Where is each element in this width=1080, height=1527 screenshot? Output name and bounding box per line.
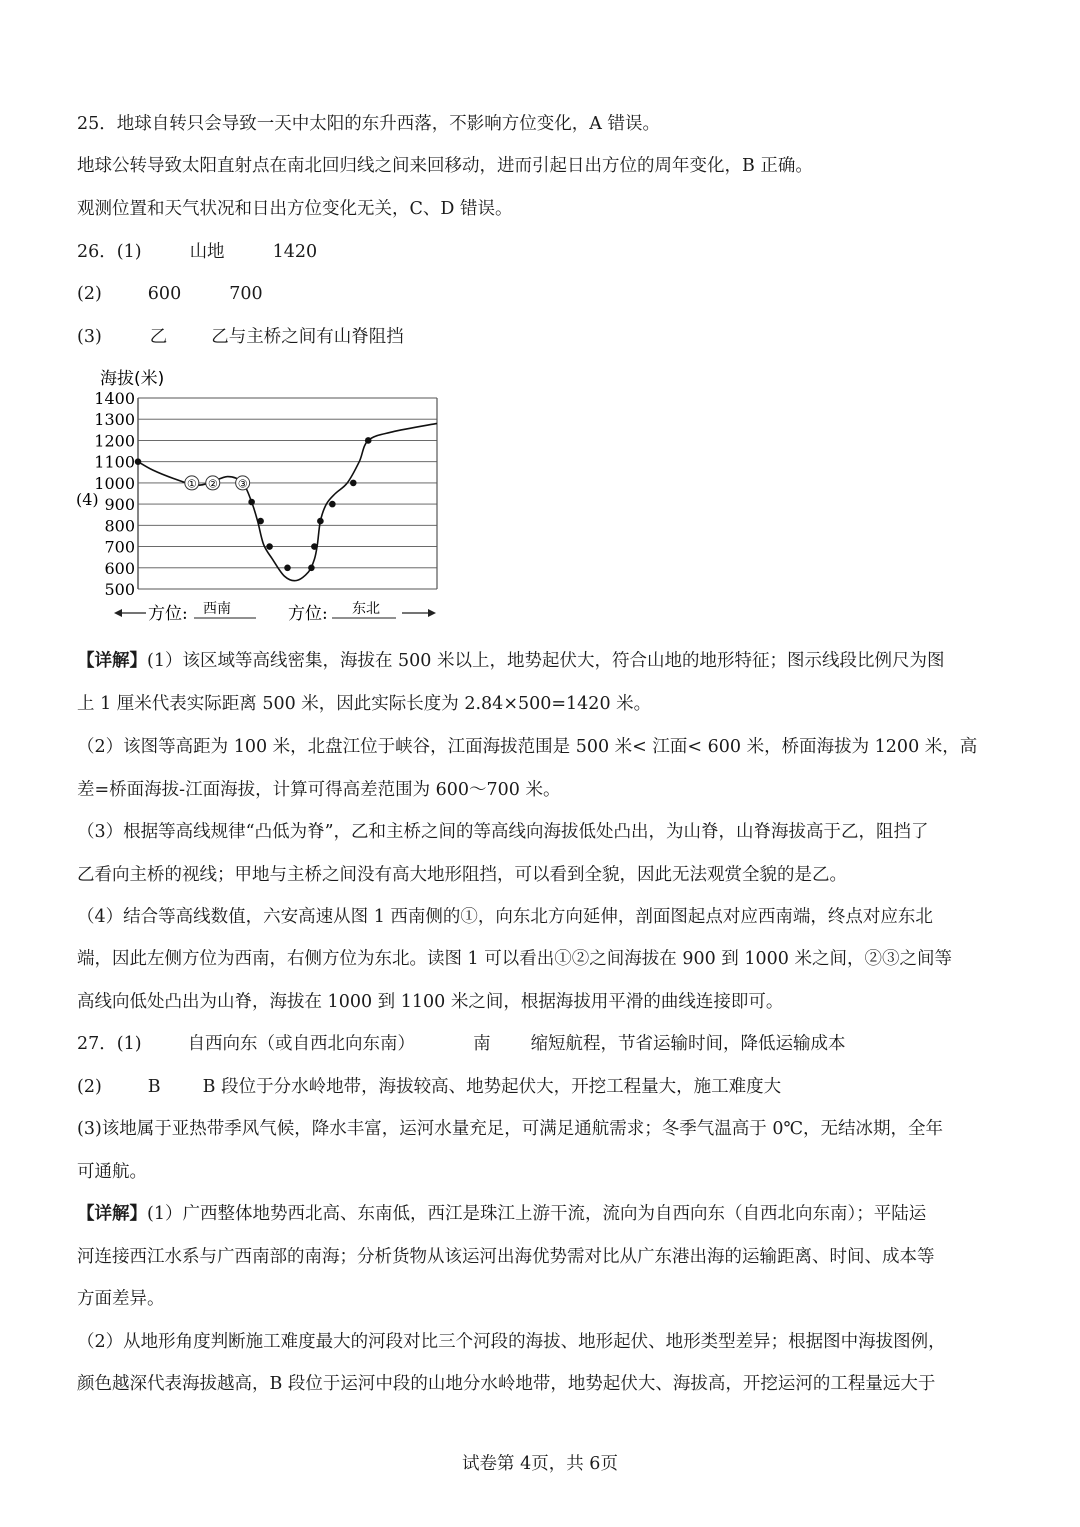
- detail-tag: 【详解】: [77, 1204, 147, 1224]
- y-tick-label: 1400: [94, 389, 135, 408]
- profile-point: [317, 518, 324, 525]
- x-right-value: 东北: [352, 601, 380, 617]
- page-footer: 试卷第 4页，共 6页: [462, 1454, 618, 1474]
- x-right-label: 方位:: [288, 604, 328, 624]
- q27-detail-2a: （2）从地形角度判断施工难度最大的河段对比三个河段的海拔、地形起伏、地形类型差异；根据图中海拔图例，: [77, 1332, 946, 1352]
- detail-tag: 【详解】: [77, 651, 147, 671]
- q27-answer-2a: B: [147, 1077, 161, 1097]
- q26-detail-2a: （2）该图等高距为 100 米，北盘江位于峡谷，江面海拔范围是 500 米< 江面< 600 米，桥面海拔为 1200 米，高: [77, 737, 978, 757]
- profile-point: [365, 437, 372, 444]
- profile-point: [266, 543, 273, 550]
- q26-answer-1a: 山地: [189, 242, 225, 262]
- q27-answer-3b: 可通航。: [77, 1162, 147, 1182]
- q27-num-2: (2): [77, 1077, 102, 1097]
- profile-curve: [138, 423, 437, 580]
- q27-detail-1b: 河连接西江水系与广西南部的南海；分析货物从该运河出海优势需对比从广东港出海的运输距离、时间、成本等: [77, 1247, 935, 1267]
- q27-detail-1a: [77, 1202, 1007, 1226]
- q27-answer-2b: B 段位于分水岭地带，海拔较高、地势起伏大，开挖工程量大，施工难度大: [202, 1077, 782, 1097]
- profile-point: [329, 501, 336, 508]
- q26-answer-1b: 1420: [272, 242, 318, 262]
- profile-point: [284, 564, 291, 571]
- elevation-profile-svg: [70, 362, 450, 632]
- y-tick-label: 1100: [94, 452, 135, 472]
- q25-line-1: 25．地球自转只会导致一天中太阳的东升西落，不影响方位变化，A 错误。: [77, 114, 660, 134]
- q26-answer-3a: 乙: [149, 327, 168, 347]
- q26-answer-2b: 700: [229, 284, 263, 304]
- q27-answer-2: [77, 1075, 1007, 1099]
- q26-detail-4c: 高线向低处凸出为山脊，海拔在 1000 到 1100 米之间，根据海拔用平滑的曲线连接即可。: [77, 992, 784, 1012]
- chart-part-number: (4): [76, 490, 99, 509]
- q26-detail-4a: （4）结合等高线数值，六安高速从图 1 西南侧的①，向东北方向延伸，剖面图起点对应西南端，终点对应东北: [77, 907, 933, 927]
- profile-point: [135, 458, 142, 465]
- q27-num-1: 27．(1): [77, 1034, 142, 1054]
- y-tick-label: 1200: [94, 431, 135, 451]
- y-tick-label: 1000: [94, 473, 135, 493]
- q26-answer-3b: 乙与主桥之间有山脊阻挡: [211, 327, 404, 347]
- q26-answer-2a: 600: [147, 284, 182, 304]
- x-left-value: 西南: [203, 601, 231, 617]
- profile-point: [311, 543, 318, 550]
- q26-detail-3b: 乙看向主桥的视线；甲地与主桥之间没有高大地形阻挡，可以看到全貌，因此无法观赏全貌的是乙。: [77, 865, 847, 885]
- q26-answer-2: [77, 282, 1007, 306]
- q27-answer-1b: 南: [473, 1034, 491, 1054]
- q27-detail-2b: 颜色越深代表海拔越高，B 段位于运河中段的山地分水岭地带，地势起伏大、海拔高，开挖运河的工程量远大于: [77, 1374, 936, 1394]
- q25-line-2: 地球公转导致太阳直射点在南北回归线之间来回移动，进而引起日出方位的周年变化，B 正确。: [77, 156, 813, 176]
- q26-detail-3a: （3）根据等高线规律“凸低为脊”，乙和主桥之间的等高线向海拔低处凸出，为山脊，山脊海拔高于乙，阻挡了: [77, 822, 929, 842]
- y-tick-label: 500: [104, 580, 135, 599]
- left-arrow-icon: [114, 609, 122, 617]
- profile-point: [350, 480, 357, 487]
- q27-answer-1: [77, 1032, 1007, 1056]
- right-arrow-icon: [428, 609, 436, 617]
- profile-point: [257, 518, 264, 525]
- y-tick-label: 800: [104, 516, 135, 536]
- q27-detail-1a-text: (1）广西整体地势西北高、东南低，西江是珠江上游干流，流向为自西向东（自西北向东南）；平陆运: [147, 1204, 927, 1224]
- profile-point: [308, 564, 315, 571]
- profile-point: [248, 499, 255, 506]
- y-tick-label: 900: [104, 495, 135, 515]
- y-tick-label: 700: [104, 537, 135, 557]
- q26-detail-4b: 端，因此左侧方位为西南，右侧方位为东北。读图 1 可以看出①②之间海拔在 900 到 1000 米之间，②③之间等: [77, 949, 952, 969]
- q27-answer-1c: 缩短航程，节省运输时间，降低运输成本: [530, 1034, 846, 1054]
- q27-answer-3a: (3)该地属于亚热带季风气候，降水丰富，运河水量充足，可满足通航需求；冬季气温高于 0℃，无结冰期，全年: [77, 1119, 944, 1139]
- q26-detail-2b: 差=桥面海拔-江面海拔，计算可得高差范围为 600～700 米。: [77, 780, 561, 800]
- y-tick-label: 600: [104, 558, 135, 578]
- q27-detail-1c: 方面差异。: [77, 1289, 165, 1309]
- q26-answer-3: [77, 325, 1007, 349]
- q26-detail-1a-text: (1）该区域等高线密集，海拔在 500 米以上，地势起伏大，符合山地的地形特征；图示线段比例尺为图: [147, 651, 945, 671]
- y-tick-label: 1300: [94, 410, 135, 430]
- q26-num-1: 26．(1): [77, 242, 142, 262]
- point-marker-label: ①: [186, 477, 197, 491]
- elevation-profile-chart: [70, 362, 450, 632]
- point-marker-label: ②: [207, 477, 218, 491]
- q25-line-3: 观测位置和天气状况和日出方位变化无关，C、D 错误。: [77, 199, 513, 219]
- q26-detail-1a: [77, 649, 1007, 673]
- q26-num-2: (2): [77, 284, 102, 304]
- q26-answer-1: [77, 240, 1007, 264]
- q26-num-3: (3): [77, 327, 102, 347]
- q26-detail-1b: 上 1 厘米代表实际距离 500 米，因此实际长度为 2.84×500=1420 米。: [77, 694, 652, 714]
- point-marker-label: ③: [237, 477, 248, 491]
- q27-answer-1a: 自西向东（或自西北向东南）: [187, 1034, 416, 1054]
- x-left-label: 方位:: [148, 604, 188, 624]
- chart-ylabel: 海拔(米): [100, 369, 165, 389]
